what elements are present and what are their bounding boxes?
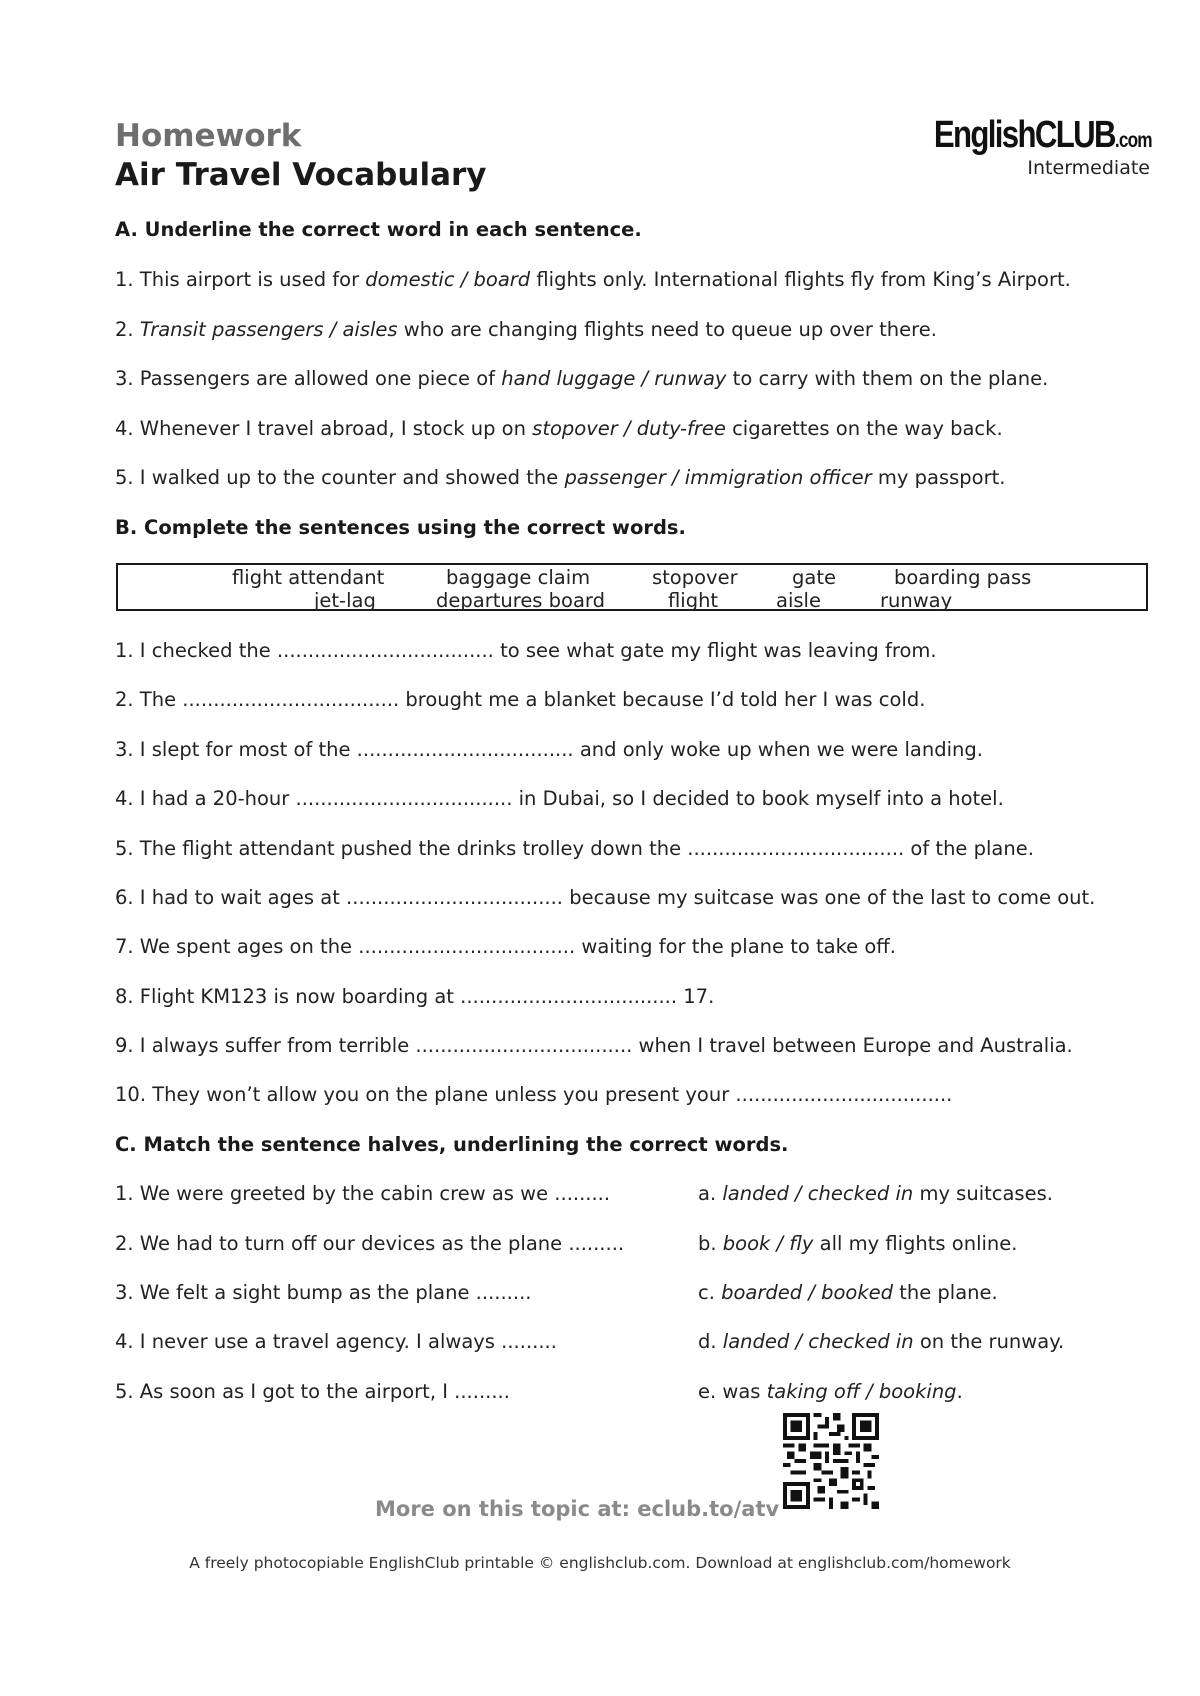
match-option [698,1182,1053,1205]
item-text: to carry with them on the plane. [726,367,1049,390]
section-b-item: 4. I had a 20-hour ................................... in Dubai, so I decided to book myself into a hotel. [115,787,1004,810]
section-a-item [115,417,1003,440]
word-bank-item: stopover [652,566,738,589]
option-text: on the runway. [913,1330,1065,1353]
word-bank-item: flight attendant [232,566,385,589]
qr-code-icon[interactable] [783,1413,879,1509]
section-b-heading: B. Complete the sentences using the correct words. [115,516,686,539]
option-text: a. [698,1182,723,1205]
word-bank-item: gate [792,566,836,589]
option-text: c. [698,1281,722,1304]
item-text: 1. This airport is used for [115,268,366,291]
item-text: 3. Passengers are allowed one piece of [115,367,502,390]
section-b-item: 2. The ................................... brought me a blanket because I’d told her I was cold. [115,688,926,711]
option-text: all my flights online. [813,1232,1018,1255]
section-b-item: 9. I always suffer from terrible ................................... when I travel between Europe and Australia. [115,1034,1073,1057]
match-option [698,1232,1017,1255]
word-bank-item: aisle [776,589,821,612]
word-bank-item: jet-lag [314,589,376,612]
word-bank [116,563,1148,611]
item-text: 2. [115,318,140,341]
word-choice: book / fly [722,1232,814,1255]
word-choice: Transit passengers / aisles [139,318,398,341]
section-b-item: 7. We spent ages on the ................................... waiting for the plane to take off. [115,935,896,958]
section-b-item: 3. I slept for most of the ................................... and only woke up when we were landing. [115,738,983,761]
option-text: my suitcases. [913,1182,1053,1205]
word-choice: passenger / immigration officer [564,466,872,489]
word-bank-item: flight [668,589,719,612]
option-text: e. was [698,1380,767,1403]
footer-text: A freely photocopiable EnglishClub printable © englishclub.com. Download at englishclub.com/homework [189,1554,1011,1572]
word-choice: landed / checked in [722,1330,914,1353]
section-a-item [115,268,1071,291]
item-text: flights only. International flights fly from King’s Airport. [530,268,1071,291]
word-bank-item: boarding pass [894,566,1032,589]
word-bank-item: runway [880,589,953,612]
option-text: d. [698,1330,723,1353]
word-choice: stopover / duty-free [532,417,726,440]
page-title: Air Travel Vocabulary [115,157,487,193]
section-b-item: 10. They won’t allow you on the plane unless you present your ................................... [115,1083,953,1106]
homework-kicker: Homework [115,118,302,154]
section-a-item [115,367,1048,390]
sentence-half: 2. We had to turn off our devices as the plane ......... [115,1232,625,1255]
item-text: 5. I walked up to the counter and showed the [115,466,565,489]
item-text: 4. Whenever I travel abroad, I stock up on [115,417,533,440]
sentence-half: 1. We were greeted by the cabin crew as we ......... [115,1182,611,1205]
section-b-item: 6. I had to wait ages at ................................... because my suitcase was one of the last to come out. [115,886,1096,909]
section-a-heading: A. Underline the correct word in each sentence. [115,218,642,241]
word-choice: taking off / booking [766,1380,957,1403]
item-text: who are changing flights need to queue up over there. [397,318,937,341]
section-b-item: 5. The flight attendant pushed the drinks trolley down the ................................... of the plane. [115,837,1034,860]
match-option [698,1281,998,1304]
sentence-half: 3. We felt a sight bump as the plane ......... [115,1281,532,1304]
option-text: b. [698,1232,723,1255]
match-option [698,1380,963,1403]
sentence-half: 4. I never use a travel agency. I always ......... [115,1330,557,1353]
item-text: cigarettes on the way back. [725,417,1003,440]
logo-suffix: .com [1115,129,1152,152]
section-a-item [115,466,1005,489]
word-choice: landed / checked in [722,1182,914,1205]
section-b-item: 1. I checked the ................................... to see what gate my flight was leaving from. [115,639,937,662]
more-on-topic-link[interactable]: More on this topic at: eclub.to/atv [375,1497,780,1521]
section-b-item: 8. Flight KM123 is now boarding at ................................... 17. [115,985,715,1008]
word-choice: hand luggage / runway [501,367,727,390]
item-text: my passport. [871,466,1006,489]
match-option [698,1330,1064,1353]
word-choice: domestic / board [365,268,531,291]
level-label: Intermediate [1027,157,1150,179]
logo-main: EnglishCLUB [934,114,1116,156]
word-bank-item: departures board [436,589,605,612]
word-choice: boarded / booked [721,1281,894,1304]
section-a-item [115,318,937,341]
sentence-half: 5. As soon as I got to the airport, I ......... [115,1380,510,1403]
englishclub-logo [934,114,1152,157]
section-c-heading: C. Match the sentence halves, underlining the correct words. [115,1133,789,1156]
word-bank-item: baggage claim [446,566,591,589]
option-text: . [956,1380,963,1403]
option-text: the plane. [893,1281,998,1304]
